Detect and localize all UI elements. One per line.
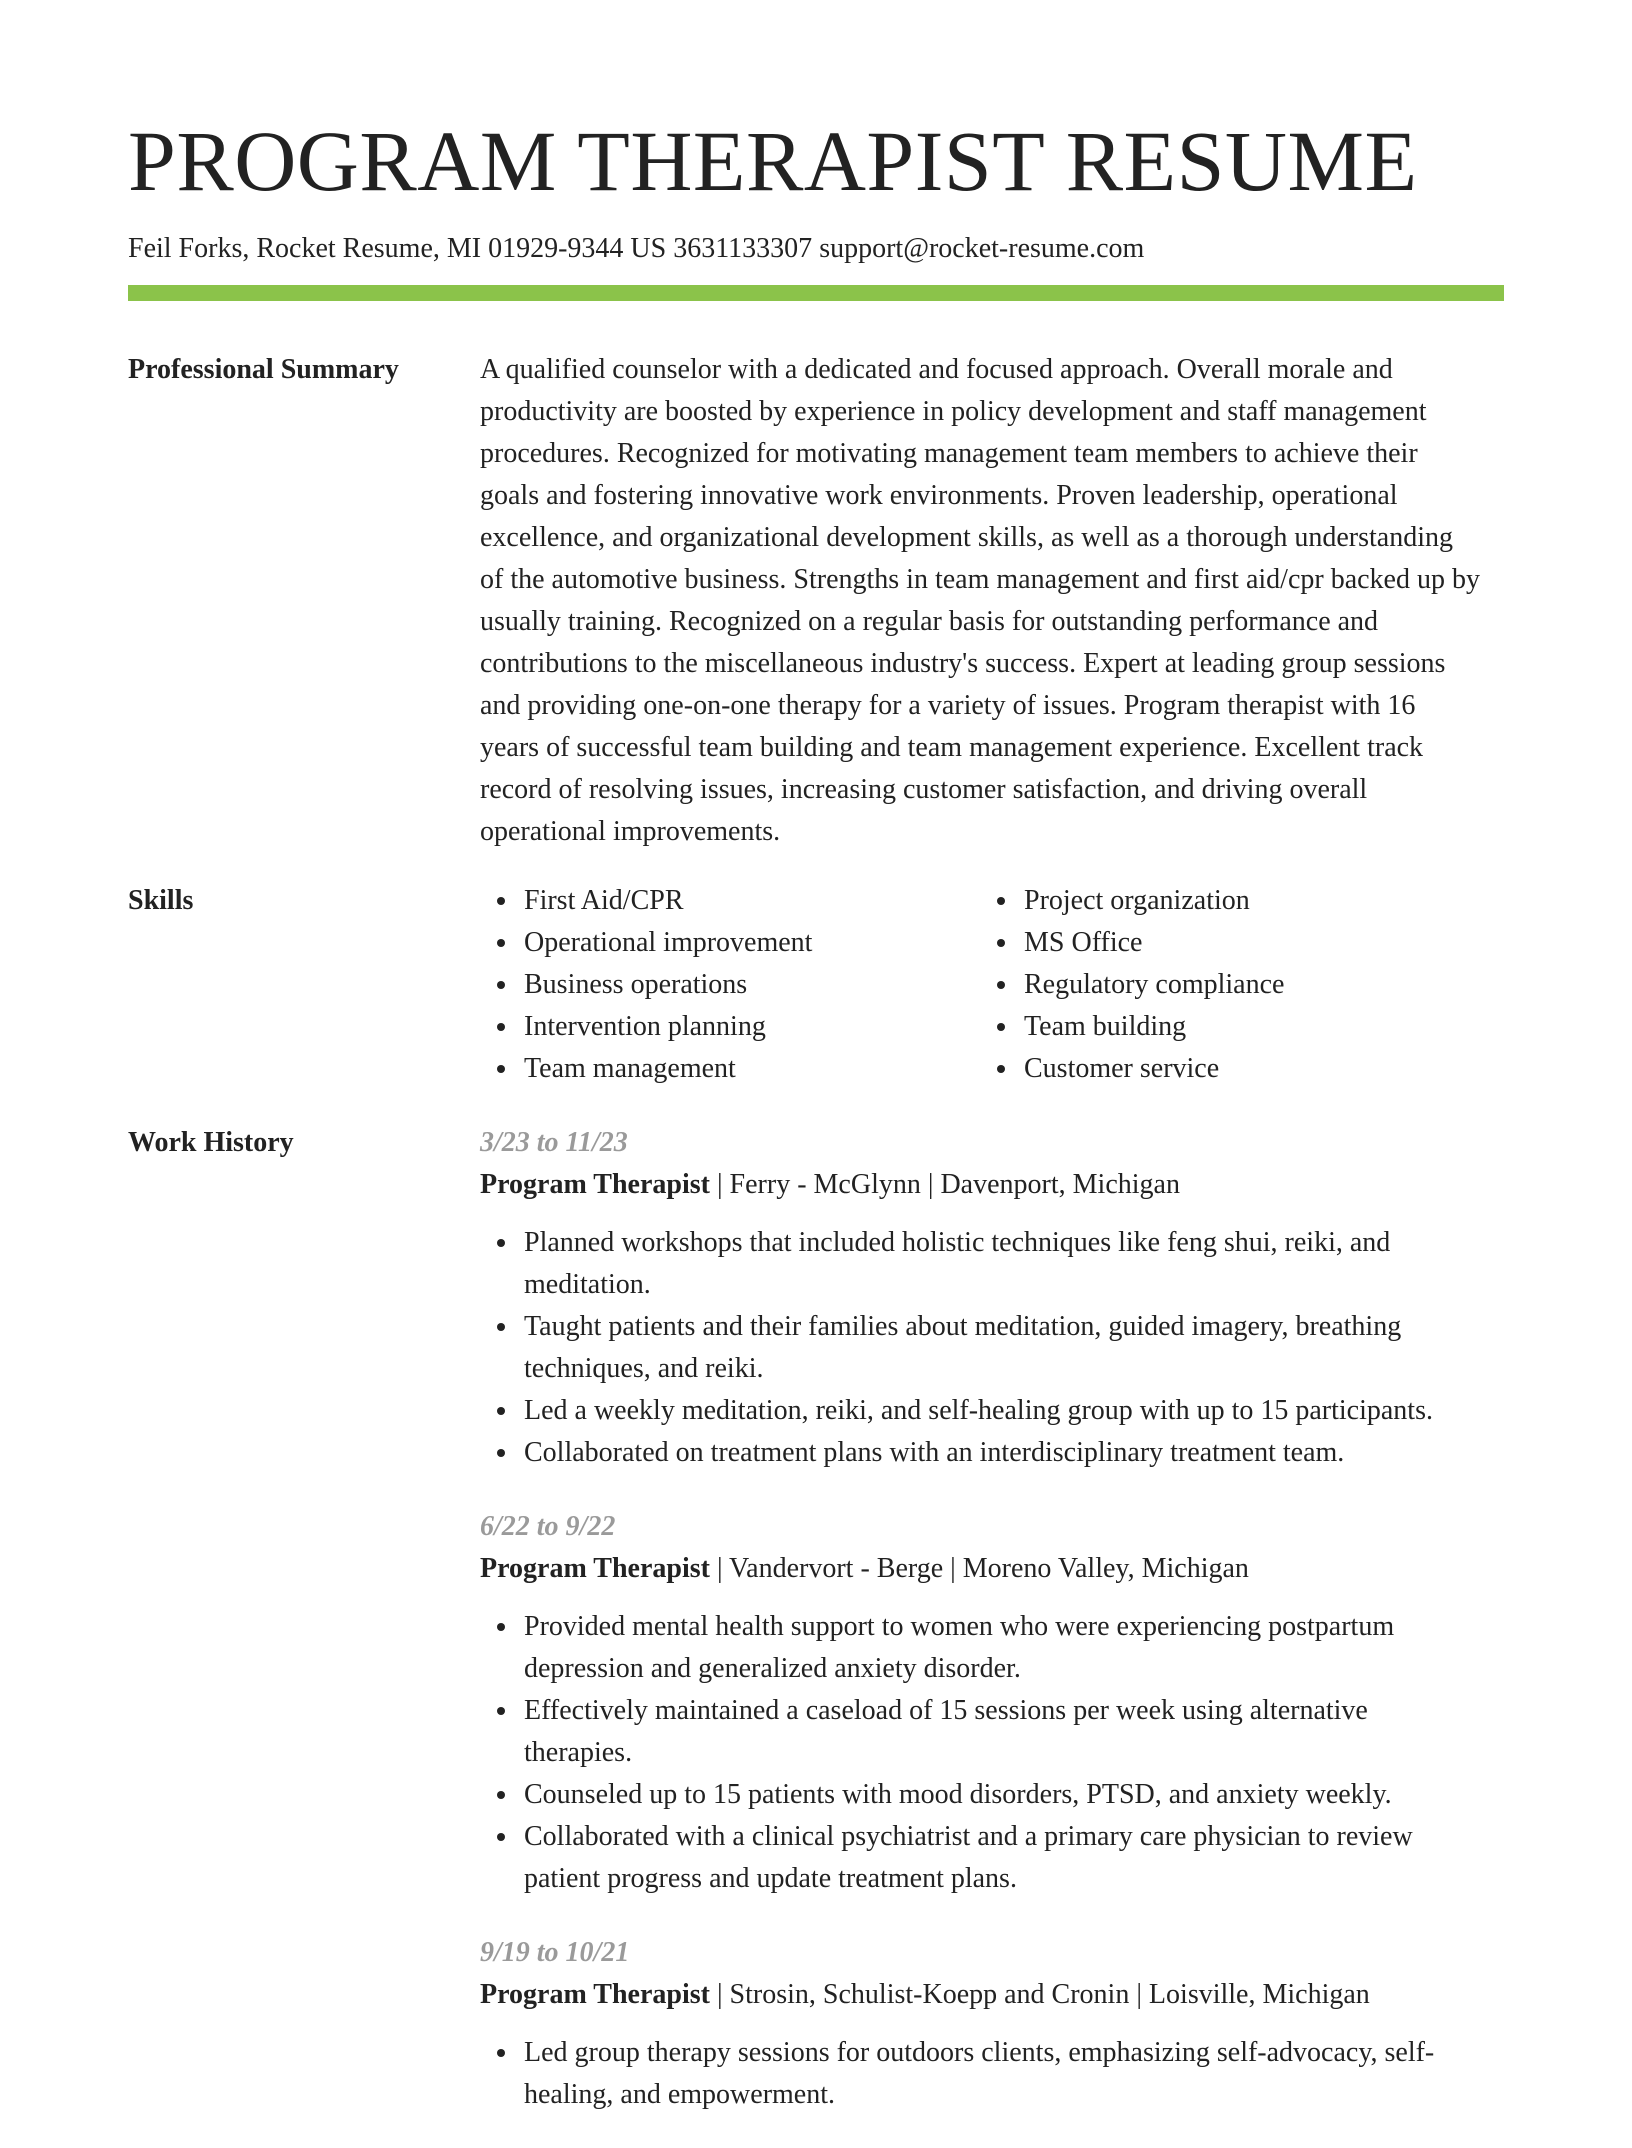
contact-phone: 3631133307 (673, 233, 813, 264)
job-employer-location: | Vandervort - Berge | Moreno Valley, Michigan (709, 1553, 1249, 1584)
job-title: Program Therapist (480, 1553, 710, 1584)
summary-text: A qualified counselor with a dedicated and focused approach. Overall morale and productivity are boosted by experience in policy development and staff management procedures. Recognized for motivating management team members to achieve their goals and fostering innovative work environments. Proven leadership, operational excellence, and organizational development skills, as well as a thorough understanding of the automotive business. Strengths in team management and first aid/cpr backed up by usually training. Recognized on a regular basis for outstanding performance and contributions to the miscellaneous industry's success. Expert at leading group sessions and providing one-on-one therapy for a variety of issues. Program therapist with 16 years of successful team building and team management experience. Excellent track record of resolving issues, increasing customer satisfaction, and driving overall operational improvements. (480, 354, 1480, 847)
job-title: Program Therapist (480, 1169, 710, 1200)
job-bullet: Planned workshops that included holistic techniques like feng shui, reiki, and meditation. (524, 1222, 1480, 1306)
skill-item: Team building (1024, 1006, 1480, 1048)
job-title-line (480, 1548, 1480, 1590)
job-bullet: Led a weekly meditation, reiki, and self-healing group with up to 15 participants. (524, 1390, 1480, 1432)
resume-title: PROGRAM THERAPIST RESUME (128, 113, 1418, 209)
summary-heading: Professional Summary (128, 354, 399, 385)
job-dates: 9/19 to 10/21 (480, 1937, 630, 1968)
contact-email[interactable]: support@rocket-resume.com (819, 233, 1145, 264)
skill-item: Regulatory compliance (1024, 964, 1480, 1006)
work-history-body (480, 1122, 1480, 2148)
contact-address: Feil Forks, Rocket Resume, MI 01929-9344 US (128, 233, 667, 264)
skill-item: Operational improvement (524, 922, 980, 964)
job-employer-location: | Ferry - McGlynn | Davenport, Michigan (709, 1169, 1180, 1200)
job-entry (480, 1122, 1480, 1474)
summary-body (480, 349, 1480, 853)
job-bullet: Counseled up to 15 patients with mood disorders, PTSD, and anxiety weekly. (524, 1774, 1480, 1816)
job-bullets (480, 1606, 1480, 1900)
skill-item: Customer service (1024, 1048, 1480, 1090)
job-bullet: Provided mental health support to women who were experiencing postpartum depression and generalized anxiety disorder. (524, 1606, 1480, 1690)
job-entry (480, 1932, 1480, 2116)
skills-body (480, 880, 1480, 1090)
skill-item: First Aid/CPR (524, 880, 980, 922)
skills-column-left (480, 880, 980, 1090)
skill-item: Business operations (524, 964, 980, 1006)
job-bullets (480, 1222, 1480, 1474)
skills-grid (480, 880, 1480, 1090)
skill-item: Team management (524, 1048, 980, 1090)
job-bullets (480, 2032, 1480, 2116)
job-employer-location: | Strosin, Schulist-Koepp and Cronin | Loisville, Michigan (709, 1979, 1370, 2010)
job-dates: 6/22 to 9/22 (480, 1511, 616, 1542)
skill-item: Intervention planning (524, 1006, 980, 1048)
skills-heading: Skills (128, 885, 194, 916)
job-dates: 3/23 to 11/23 (480, 1127, 628, 1158)
header-divider (128, 285, 1504, 301)
job-bullet: Collaborated with a clinical psychiatrist and a primary care physician to review patient progress and update treatment plans. (524, 1816, 1480, 1900)
skills-column-right (980, 880, 1480, 1090)
work-history-heading: Work History (128, 1127, 294, 1158)
job-bullet: Led group therapy sessions for outdoors clients, emphasizing self-advocacy, self-healing, and empowerment. (524, 2032, 1480, 2116)
skill-item: Project organization (1024, 880, 1480, 922)
job-title: Program Therapist (480, 1979, 710, 2010)
job-bullet: Collaborated on treatment plans with an interdisciplinary treatment team. (524, 1432, 1480, 1474)
contact-line (128, 232, 1151, 266)
job-entry (480, 1506, 1480, 1900)
job-bullet: Effectively maintained a caseload of 15 sessions per week using alternative therapies. (524, 1690, 1480, 1774)
job-title-line (480, 1164, 1480, 1206)
job-title-line (480, 1974, 1480, 2016)
skill-item: MS Office (1024, 922, 1480, 964)
job-bullet: Taught patients and their families about meditation, guided imagery, breathing techniques, and reiki. (524, 1306, 1480, 1390)
